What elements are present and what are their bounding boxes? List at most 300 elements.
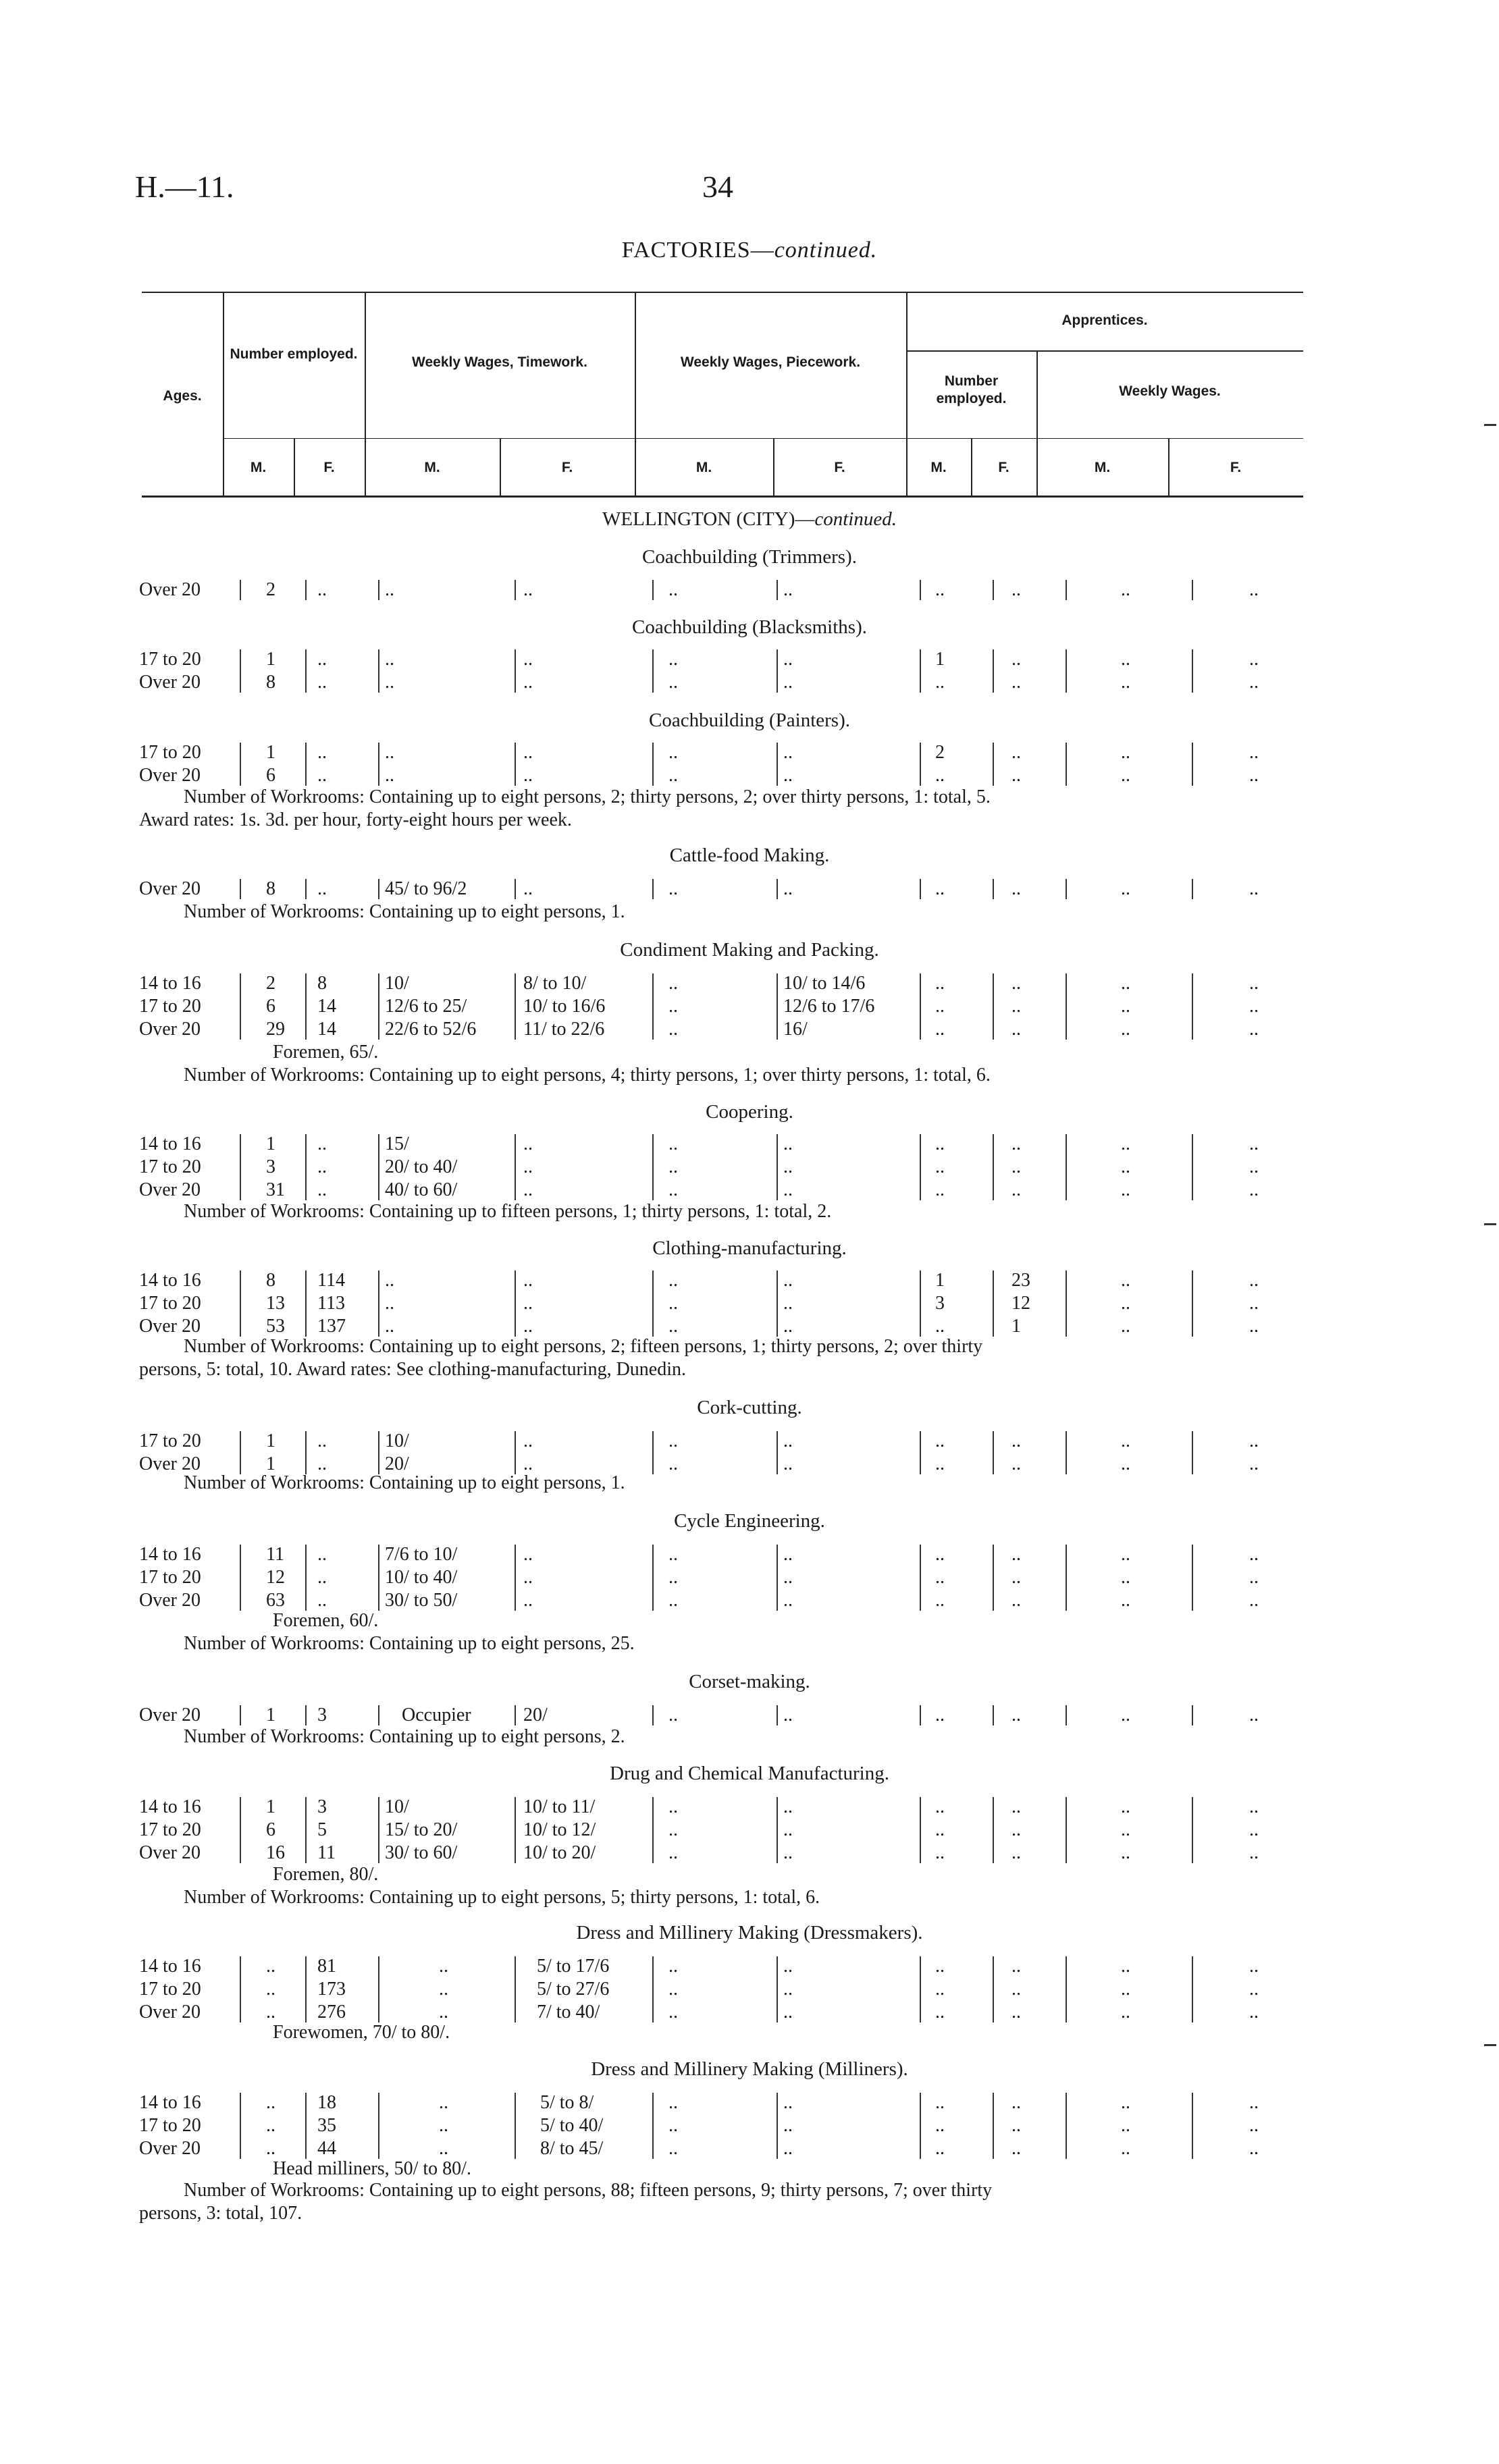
- cell-timework-f: ..: [523, 649, 533, 670]
- cell-apprentice-f: ..: [1011, 649, 1021, 670]
- cell-apprentice-wage-f: ..: [1249, 1453, 1259, 1474]
- cell-apprentice-f: ..: [1011, 2138, 1021, 2159]
- cell-piecework-m: ..: [668, 1705, 678, 1725]
- cell-apprentice-m: ..: [935, 1179, 945, 1200]
- column-divider-stroke: [305, 1431, 307, 1474]
- table-row: [0, 1566, 1499, 1589]
- cell-employed-f: ..: [317, 1590, 327, 1611]
- cell-employed-f: ..: [317, 1430, 327, 1451]
- workrooms-note: Number of Workrooms: Containing up to eight persons, 2; fifteen persons, 1; thirty persons, 2; over thirty: [184, 1336, 983, 1357]
- column-divider-stroke: [305, 1270, 307, 1337]
- cell-piecework-f: ..: [783, 2092, 793, 2113]
- cell-employed-m: ..: [266, 2115, 275, 2136]
- cell-apprentice-f: 23: [1011, 1270, 1030, 1291]
- cell-employed-f: ..: [317, 1544, 327, 1565]
- cell-piecework-m: ..: [668, 2002, 678, 2023]
- cell-apprentice-m: ..: [935, 672, 945, 693]
- table-row: [0, 2137, 1499, 2160]
- cell-piecework-m: ..: [668, 1819, 678, 1840]
- cell-apprentice-f: ..: [1011, 1956, 1021, 1977]
- cell-apprentice-m: ..: [935, 1590, 945, 1611]
- cell-age: 17 to 20: [139, 1819, 201, 1840]
- cell-piecework-f: ..: [783, 1156, 793, 1177]
- cell-apprentice-f: ..: [1011, 1796, 1021, 1817]
- table-row: [0, 1430, 1499, 1453]
- section-title: Coachbuilding (Blacksmiths).: [632, 616, 867, 638]
- cell-timework-m: 7/6 to 10/: [385, 1544, 458, 1565]
- cell-piecework-f: ..: [783, 1453, 793, 1474]
- column-divider-stroke: [515, 2093, 516, 2159]
- cell-employed-f: ..: [317, 1453, 327, 1474]
- workrooms-note: Number of Workrooms: Containing up to eight persons, 1.: [184, 901, 625, 922]
- header-rule: [906, 350, 1303, 352]
- section-title: Cork-cutting.: [697, 1397, 802, 1418]
- cell-piecework-f: ..: [783, 1544, 793, 1565]
- column-divider-stroke: [1192, 743, 1193, 786]
- column-divider-stroke: [378, 580, 379, 600]
- cell-piecework-f: ..: [783, 1819, 793, 1840]
- cell-timework-f: ..: [523, 878, 533, 899]
- cell-employed-m: 8: [266, 1270, 275, 1291]
- cell-employed-f: 35: [317, 2115, 336, 2136]
- cell-apprentice-f: ..: [1011, 878, 1021, 899]
- column-divider-stroke: [240, 1431, 241, 1474]
- region-heading: [0, 508, 1499, 531]
- workrooms-note: Number of Workrooms: Containing up to eight persons, 4; thirty persons, 1; over thirty persons, 1: total, 6.: [184, 1065, 991, 1086]
- cell-apprentice-wage-f: ..: [1249, 2138, 1259, 2159]
- cell-employed-f: ..: [317, 765, 327, 786]
- cell-timework-f: ..: [523, 672, 533, 693]
- column-divider-stroke: [777, 580, 778, 600]
- column-divider-stroke: [652, 1705, 654, 1725]
- section-title: Dress and Millinery Making (Dressmakers).: [576, 1922, 923, 1944]
- cell-employed-m: 1: [266, 1133, 275, 1154]
- cell-timework-m: ..: [385, 742, 394, 763]
- cell-apprentice-m: ..: [935, 1796, 945, 1817]
- column-divider-stroke: [240, 580, 241, 600]
- cell-timework-f: ..: [523, 579, 533, 600]
- foremen-note: Foremen, 60/.: [273, 1610, 379, 1631]
- column-divider-stroke: [652, 879, 654, 899]
- column-divider-stroke: [240, 1270, 241, 1337]
- cell-apprentice-wage-f: ..: [1249, 1705, 1259, 1725]
- cell-age: 17 to 20: [139, 1293, 201, 1314]
- column-divider-stroke: [1066, 743, 1067, 786]
- table-row: [0, 2001, 1499, 2024]
- cell-piecework-m: ..: [668, 765, 678, 786]
- cell-timework-f: ..: [523, 1179, 533, 1200]
- cell-apprentice-wage-m: ..: [1121, 2092, 1130, 2113]
- column-divider-stroke: [305, 1545, 307, 1611]
- cell-employed-f: ..: [317, 672, 327, 693]
- col-f: F.: [1230, 460, 1242, 475]
- column-divider-stroke: [920, 1270, 921, 1337]
- cell-piecework-f: ..: [783, 1796, 793, 1817]
- cell-apprentice-m: ..: [935, 878, 945, 899]
- cell-apprentice-wage-m: ..: [1121, 1270, 1130, 1291]
- cell-timework-f: ..: [523, 1156, 533, 1177]
- section-title: Coachbuilding (Trimmers).: [642, 546, 857, 568]
- cell-apprentice-wage-f: ..: [1249, 1270, 1259, 1291]
- cell-apprentice-f: 12: [1011, 1293, 1030, 1314]
- cell-timework-f: ..: [523, 1590, 533, 1611]
- table-row: [0, 1704, 1499, 1727]
- cell-age: 17 to 20: [139, 649, 201, 670]
- column-divider-stroke: [240, 879, 241, 899]
- cell-employed-f: ..: [317, 1179, 327, 1200]
- cell-apprentice-wage-m: ..: [1121, 1293, 1130, 1314]
- table-row: [0, 1978, 1499, 2001]
- cell-timework-f: ..: [523, 742, 533, 763]
- col-f: F.: [834, 460, 845, 475]
- cell-employed-f: 3: [317, 1796, 327, 1817]
- column-divider-stroke: [1066, 879, 1067, 899]
- cell-employed-f: 81: [317, 1956, 336, 1977]
- cell-apprentice-wage-m: ..: [1121, 1842, 1130, 1863]
- cell-apprentice-wage-m: ..: [1121, 2115, 1130, 2136]
- workrooms-note: Number of Workrooms: Containing up to eight persons, 2.: [184, 1726, 625, 1747]
- forewomen-note: Forewomen, 70/ to 80/.: [273, 2022, 450, 2043]
- cell-apprentice-wage-m: ..: [1121, 996, 1130, 1017]
- page-title-main: FACTORIES—: [621, 238, 774, 263]
- cell-apprentice-wage-m: ..: [1121, 1796, 1130, 1817]
- column-divider-stroke: [1066, 649, 1067, 693]
- column-divider-stroke: [1192, 580, 1193, 600]
- cell-employed-f: 173: [317, 1979, 346, 2000]
- cell-piecework-m: ..: [668, 1156, 678, 1177]
- award-rates-note: persons, 5: total, 10. Award rates: See clothing-manufacturing, Dunedin.: [139, 1359, 687, 1380]
- column-divider-stroke: [993, 1431, 994, 1474]
- column-divider-stroke: [920, 743, 921, 786]
- cell-age: Over 20: [139, 1705, 201, 1725]
- cell-timework-f: 10/ to 11/: [523, 1796, 596, 1817]
- cell-apprentice-wage-m: ..: [1121, 1156, 1130, 1177]
- cell-employed-f: 14: [317, 996, 336, 1017]
- cell-age: 17 to 20: [139, 1430, 201, 1451]
- workrooms-note: Number of Workrooms: Containing up to eight persons, 1.: [184, 1472, 625, 1493]
- col-wages-timework: Weekly Wages, Timework.: [412, 354, 587, 370]
- cell-apprentice-f: ..: [1011, 1179, 1021, 1200]
- header-rule: [223, 438, 1303, 439]
- cell-timework-m: 12/6 to 25/: [385, 996, 467, 1017]
- cell-piecework-f: ..: [783, 742, 793, 763]
- cell-piecework-f: ..: [783, 649, 793, 670]
- cell-timework-f: 10/ to 12/: [523, 1819, 596, 1840]
- cell-apprentice-m: ..: [935, 1705, 945, 1725]
- cell-piecework-m: ..: [668, 973, 678, 994]
- cell-apprentice-wage-f: ..: [1249, 649, 1259, 670]
- section-title: Coachbuilding (Painters).: [648, 709, 850, 731]
- cell-employed-m: 6: [266, 996, 275, 1017]
- cell-apprentice-wage-f: ..: [1249, 1544, 1259, 1565]
- cell-apprentice-f: ..: [1011, 2092, 1021, 2113]
- cell-employed-f: 276: [317, 2002, 346, 2023]
- column-divider-stroke: [652, 1545, 654, 1611]
- cell-apprentice-wage-m: ..: [1121, 1316, 1130, 1337]
- cell-employed-f: 8: [317, 973, 327, 994]
- column-divider-stroke: [652, 1134, 654, 1200]
- column-divider-stroke: [515, 973, 516, 1040]
- cell-age: 17 to 20: [139, 1979, 201, 2000]
- cell-apprentice-wage-m: ..: [1121, 1567, 1130, 1588]
- cell-piecework-m: ..: [668, 742, 678, 763]
- workrooms-note: Number of Workrooms: Containing up to eight persons, 88; fifteen persons, 9; thirty persons, 7; over thirty: [184, 2180, 993, 2201]
- section-title: Cattle-food Making.: [669, 845, 830, 866]
- cell-timework-f: 7/ to 40/: [537, 2002, 600, 2023]
- cell-piecework-f: ..: [783, 1842, 793, 1863]
- cell-employed-m: 2: [266, 973, 275, 994]
- cell-employed-m: 1: [266, 1453, 275, 1474]
- cell-timework-m: 20/ to 40/: [385, 1156, 458, 1177]
- cell-timework-m: 10/: [385, 973, 409, 994]
- cell-piecework-m: ..: [668, 649, 678, 670]
- cell-timework-f: ..: [523, 1544, 533, 1565]
- column-divider-stroke: [777, 1797, 778, 1863]
- column-divider-stroke: [240, 649, 241, 693]
- cell-apprentice-wage-f: ..: [1249, 1019, 1259, 1040]
- cell-age: Over 20: [139, 1019, 201, 1040]
- cell-timework-m: 10/ to 40/: [385, 1567, 458, 1588]
- cell-timework-m: ..: [439, 2138, 448, 2159]
- cell-apprentice-m: 1: [935, 1270, 945, 1291]
- cell-employed-m: 63: [266, 1590, 285, 1611]
- cell-apprentice-wage-m: ..: [1121, 1956, 1130, 1977]
- cell-timework-f: ..: [523, 1133, 533, 1154]
- column-divider-stroke: [993, 2093, 994, 2159]
- column-divider-stroke: [1066, 973, 1067, 1040]
- cell-age: Over 20: [139, 1842, 201, 1863]
- table-row: [0, 671, 1499, 694]
- workrooms-note: Number of Workrooms: Containing up to eight persons, 5; thirty persons, 1: total, 6.: [184, 1887, 820, 1908]
- column-divider-stroke: [378, 649, 379, 693]
- cell-employed-m: ..: [266, 1979, 275, 2000]
- region-name: WELLINGTON (CITY)—: [602, 508, 815, 530]
- column-divider-stroke: [1066, 2093, 1067, 2159]
- column-divider-stroke: [515, 1431, 516, 1474]
- cell-employed-m: 1: [266, 649, 275, 670]
- cell-age: Over 20: [139, 579, 201, 600]
- column-divider-stroke: [652, 649, 654, 693]
- cell-apprentice-wage-f: ..: [1249, 1567, 1259, 1588]
- cell-employed-m: 29: [266, 1019, 285, 1040]
- cell-apprentice-wage-m: ..: [1121, 649, 1130, 670]
- margin-mark: [1484, 1223, 1496, 1225]
- table-row: [0, 1156, 1499, 1179]
- column-divider-stroke: [1192, 973, 1193, 1040]
- cell-timework-m: ..: [385, 579, 394, 600]
- table-row: [0, 1543, 1499, 1566]
- cell-apprentice-wage-f: ..: [1249, 1133, 1259, 1154]
- col-m: M.: [930, 460, 947, 475]
- column-divider-stroke: [920, 1797, 921, 1863]
- cell-apprentice-f: ..: [1011, 1567, 1021, 1588]
- cell-piecework-m: ..: [668, 579, 678, 600]
- cell-apprentice-f: ..: [1011, 1705, 1021, 1725]
- cell-apprentice-f: ..: [1011, 765, 1021, 786]
- cell-apprentice-m: ..: [935, 1156, 945, 1177]
- cell-piecework-f: ..: [783, 1293, 793, 1314]
- cell-apprentice-wage-m: ..: [1121, 1979, 1130, 2000]
- column-divider-stroke: [920, 1545, 921, 1611]
- cell-apprentice-f: ..: [1011, 579, 1021, 600]
- cell-apprentice-wage-f: ..: [1249, 1819, 1259, 1840]
- cell-employed-m: 6: [266, 1819, 275, 1840]
- cell-apprentice-m: ..: [935, 765, 945, 786]
- cell-piecework-m: ..: [668, 2115, 678, 2136]
- cell-apprentice-m: ..: [935, 579, 945, 600]
- column-divider-stroke: [378, 2093, 379, 2159]
- cell-apprentice-m: ..: [935, 1567, 945, 1588]
- column-divider-stroke: [1066, 580, 1067, 600]
- cell-employed-f: 18: [317, 2092, 336, 2113]
- column-divider-stroke: [378, 1797, 379, 1863]
- cell-employed-f: 14: [317, 1019, 336, 1040]
- column-divider-stroke: [305, 1956, 307, 2023]
- cell-apprentice-wage-m: ..: [1121, 1590, 1130, 1611]
- cell-employed-f: ..: [317, 878, 327, 899]
- column-divider-stroke: [1066, 1431, 1067, 1474]
- column-divider-stroke: [378, 1431, 379, 1474]
- column-divider-stroke: [1066, 1545, 1067, 1611]
- cell-timework-m: ..: [385, 649, 394, 670]
- column-divider-stroke: [652, 1797, 654, 1863]
- cell-piecework-m: ..: [668, 672, 678, 693]
- column-divider-stroke: [1192, 879, 1193, 899]
- cell-timework-m: 45/ to 96/2: [385, 878, 467, 899]
- cell-employed-f: ..: [317, 1133, 327, 1154]
- column-divider-stroke: [515, 580, 516, 600]
- cell-timework-m: 15/ to 20/: [385, 1819, 458, 1840]
- cell-apprentice-f: ..: [1011, 1590, 1021, 1611]
- cell-apprentice-wage-m: ..: [1121, 973, 1130, 994]
- cell-apprentice-m: ..: [935, 973, 945, 994]
- cell-apprentice-m: 1: [935, 649, 945, 670]
- cell-timework-m: ..: [439, 2092, 448, 2113]
- table-row: [0, 2114, 1499, 2137]
- table-row: [0, 1179, 1499, 1202]
- cell-employed-m: 3: [266, 1156, 275, 1177]
- cell-piecework-f: 10/ to 14/6: [783, 973, 866, 994]
- cell-apprentice-f: ..: [1011, 1842, 1021, 1863]
- workrooms-note: Number of Workrooms: Containing up to eight persons, 25.: [184, 1633, 635, 1654]
- cell-piecework-f: ..: [783, 1979, 793, 2000]
- cell-timework-m: ..: [385, 1270, 394, 1291]
- cell-piecework-f: ..: [783, 579, 793, 600]
- cell-timework-f: ..: [523, 1270, 533, 1291]
- cell-apprentice-f: ..: [1011, 672, 1021, 693]
- cell-timework-m: Occupier: [402, 1705, 471, 1725]
- column-divider-stroke: [777, 879, 778, 899]
- cell-timework-f: 5/ to 27/6: [537, 1979, 610, 2000]
- cell-age: Over 20: [139, 2138, 201, 2159]
- cell-age: 17 to 20: [139, 2115, 201, 2136]
- cell-timework-m: 15/: [385, 1133, 409, 1154]
- column-divider-stroke: [1192, 1134, 1193, 1200]
- table-row: [0, 1955, 1499, 1978]
- cell-apprentice-wage-f: ..: [1249, 672, 1259, 693]
- cell-apprentice-m: ..: [935, 1316, 945, 1337]
- cell-piecework-m: ..: [668, 1179, 678, 1200]
- margin-mark: [1484, 2044, 1496, 2046]
- cell-age: Over 20: [139, 672, 201, 693]
- table-row: [0, 764, 1499, 787]
- table-row: [0, 741, 1499, 764]
- cell-apprentice-wage-m: ..: [1121, 1544, 1130, 1565]
- column-divider-stroke: [920, 1956, 921, 2023]
- column-divider-stroke: [515, 649, 516, 693]
- cell-timework-f: ..: [523, 1453, 533, 1474]
- column-divider-stroke: [515, 1956, 516, 2023]
- cell-piecework-m: ..: [668, 878, 678, 899]
- col-number-employed: Number employed.: [230, 346, 358, 362]
- cell-age: 14 to 16: [139, 1956, 201, 1977]
- table-row: [0, 1842, 1499, 1865]
- col-m: M.: [695, 460, 712, 475]
- column-divider-stroke: [305, 1797, 307, 1863]
- cell-piecework-f: ..: [783, 2138, 793, 2159]
- cell-employed-m: 11: [266, 1544, 284, 1565]
- cell-piecework-m: ..: [668, 1567, 678, 1588]
- table-row: [0, 1269, 1499, 1292]
- cell-age: 14 to 16: [139, 973, 201, 994]
- column-divider-stroke: [515, 743, 516, 786]
- cell-employed-f: ..: [317, 1156, 327, 1177]
- table-row: [0, 1589, 1499, 1612]
- cell-apprentice-m: ..: [935, 1979, 945, 2000]
- column-divider-stroke: [240, 2093, 241, 2159]
- cell-apprentice-wage-f: ..: [1249, 2115, 1259, 2136]
- section-title: Clothing-manufacturing.: [652, 1237, 847, 1259]
- cell-timework-m: ..: [385, 765, 394, 786]
- column-divider-stroke: [1192, 649, 1193, 693]
- cell-apprentice-f: ..: [1011, 742, 1021, 763]
- cell-apprentice-f: ..: [1011, 2002, 1021, 2023]
- cell-age: 17 to 20: [139, 1156, 201, 1177]
- section-title: Drug and Chemical Manufacturing.: [610, 1763, 889, 1784]
- cell-timework-m: ..: [439, 2115, 448, 2136]
- cell-age: Over 20: [139, 1453, 201, 1474]
- cell-apprentice-wage-m: ..: [1121, 1819, 1130, 1840]
- cell-employed-m: 8: [266, 878, 275, 899]
- column-divider-stroke: [777, 649, 778, 693]
- cell-piecework-m: ..: [668, 1019, 678, 1040]
- column-divider-stroke: [240, 973, 241, 1040]
- cell-apprentice-m: ..: [935, 1453, 945, 1474]
- cell-apprentice-wage-f: ..: [1249, 2092, 1259, 2113]
- cell-employed-f: ..: [317, 1567, 327, 1588]
- table-row: [0, 972, 1499, 995]
- column-divider-stroke: [920, 1431, 921, 1474]
- table-row: [0, 579, 1499, 601]
- cell-apprentice-wage-m: ..: [1121, 579, 1130, 600]
- cell-apprentice-wage-f: ..: [1249, 742, 1259, 763]
- cell-apprentice-m: 3: [935, 1293, 945, 1314]
- column-divider-stroke: [920, 649, 921, 693]
- cell-employed-m: 1: [266, 1705, 275, 1725]
- column-divider-stroke: [777, 2093, 778, 2159]
- column-divider-stroke: [1192, 1431, 1193, 1474]
- cell-apprentice-wage-m: ..: [1121, 1019, 1130, 1040]
- cell-apprentice-wage-f: ..: [1249, 1796, 1259, 1817]
- cell-employed-m: ..: [266, 2092, 275, 2113]
- cell-piecework-f: ..: [783, 672, 793, 693]
- cell-timework-f: ..: [523, 1293, 533, 1314]
- cell-piecework-f: ..: [783, 1590, 793, 1611]
- column-divider-stroke: [240, 1956, 241, 2023]
- cell-piecework-f: ..: [783, 878, 793, 899]
- column-divider-stroke: [777, 1270, 778, 1337]
- cell-apprentice-wage-m: ..: [1121, 1179, 1130, 1200]
